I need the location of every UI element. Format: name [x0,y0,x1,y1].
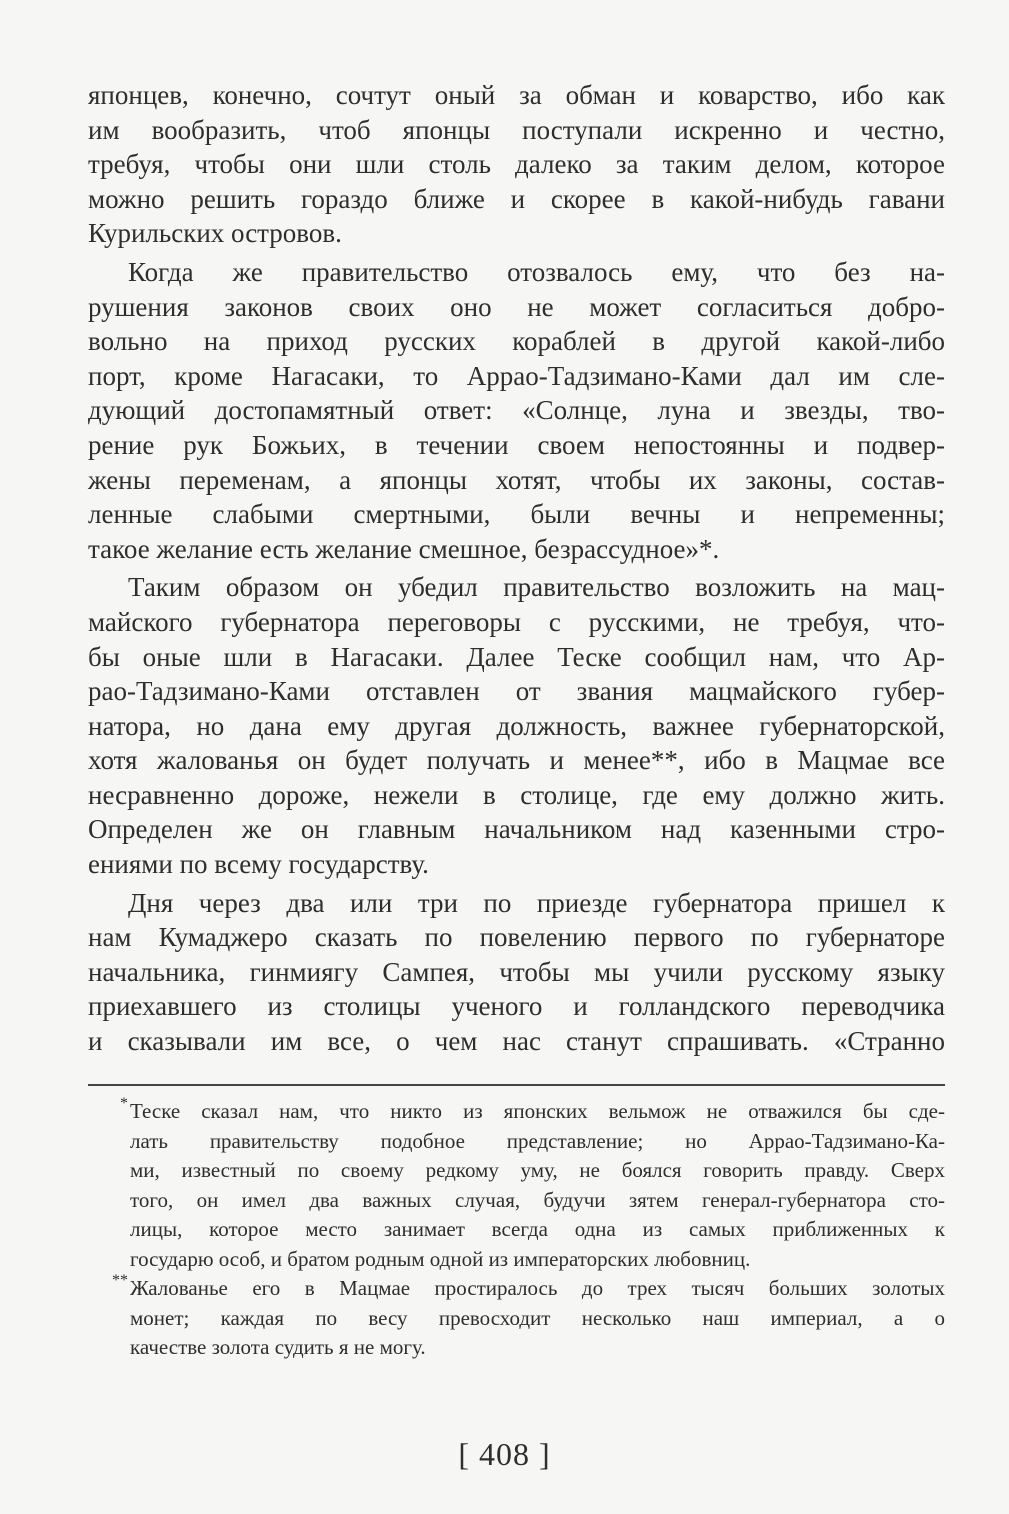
footnote-line: Теске сказал нам, что никто из японских вельмож не отважился бы сде- [130,1099,945,1123]
footnote-line: Жалованье его в Мацмае простиралось до трех тысяч больших золотых [130,1276,945,1300]
paragraph [88,570,945,881]
text-line: порт, кроме Нагасаки, то Аррао-Тадзимано-Ками дал им сле- [88,360,945,391]
text-line: японцев, конечно, сочтут оный за обман и коварство, ибо как [88,80,945,110]
footnotes [106,1097,945,1363]
text-line: нам Кумаджеро сказать по повелению первого по губернаторе [88,922,945,953]
text-line: натора, но дана ему другая должность, важнее губернаторской, [88,710,945,741]
text-line: такое желание есть желание смешное, безрассудное»*. [88,533,720,564]
text-line: Определен же он главным начальником над казенными стро- [88,814,945,845]
page-number: [ 408 ] [458,1436,551,1472]
footnote-line: монет; каждая по весу превосходит несколько наш империал, а о [130,1305,945,1330]
text-line: и сказывали им все, о чем нас станут спрашивать. «Странно [88,1026,945,1057]
text-line: им вообразить, чтоб японцы поступали искренно и честно, [88,114,945,145]
footnote-line: того, он имел два важных случая, будучи зятем генерал-губернатора сто- [130,1187,945,1212]
text-line: Курильских островов. [88,218,342,249]
footnote-marker: ** [112,1272,128,1289]
text-line: несравненно дороже, нежели в столице, где ему должно жить. [88,779,945,810]
text-line: рение рук Божьих, в течении своем непостоянны и подвер- [88,429,945,460]
footnote-line: лать правительству подобное представление; но Аррао-Тадзимано-Ка- [130,1128,945,1153]
text-line: Таким образом он убедил правительство возложить на мац- [128,572,945,603]
paragraph [88,255,945,566]
text-line: рушения законов своих оно не может согласиться добро- [88,291,945,322]
footnote-line: лицы, которое место занимает всегда одна из самых приближенных к [130,1217,945,1241]
footnote-line: качестве золота судить я не могу. [130,1335,426,1359]
text-line: вольно на приход русских кораблей в другой какой-либо [88,326,945,357]
paragraph [88,78,945,251]
paragraph [88,886,945,1059]
text-line: можно решить гораздо ближе и скорее в какой-нибудь гавани [88,183,945,214]
footnote-divider [88,1084,945,1086]
text-line: майского губернатора переговоры с русскими, не требуя, что- [88,606,945,637]
text-line: ениями по всему государству. [88,849,429,880]
footnote [106,1097,945,1274]
text-line: хотя жалованья он будет получать и менее**, ибо в Мацмае все [88,745,945,776]
text-line: приехавшего из столицы ученого и голландского переводчика [88,991,945,1022]
footnote-line: ми, известный по своему редкому уму, не боялся говорить правду. Сверх [130,1158,945,1182]
text-line: дующий достопамятный ответ: «Солнце, луна и звезды, тво- [88,395,945,426]
footnote [106,1274,945,1363]
footnote-marker: * [120,1095,128,1112]
text-line: ленные слабыми смертными, были вечны и непременны; [88,499,945,530]
text-line: Дня через два или три по приезде губернатора пришел к [128,887,945,918]
text-line: начальника, гинмиягу Сампея, чтобы мы учили русскому языку [88,956,945,987]
text-line: Когда же правительство отозвалось ему, что без на- [128,256,945,287]
text-line: бы оные шли в Нагасаки. Далее Теске сообщил нам, что Ар- [88,641,945,672]
main-text [88,78,945,1063]
text-line: требуя, чтобы они шли столь далеко за таким делом, которое [88,149,945,180]
text-line: жены переменам, а японцы хотят, чтобы их законы, состав- [88,464,945,495]
text-line: рао-Тадзимано-Ками отставлен от звания мацмайского губер- [88,676,945,707]
footnote-line: государю особ, и братом родным одной из императорских любовниц. [130,1246,751,1271]
